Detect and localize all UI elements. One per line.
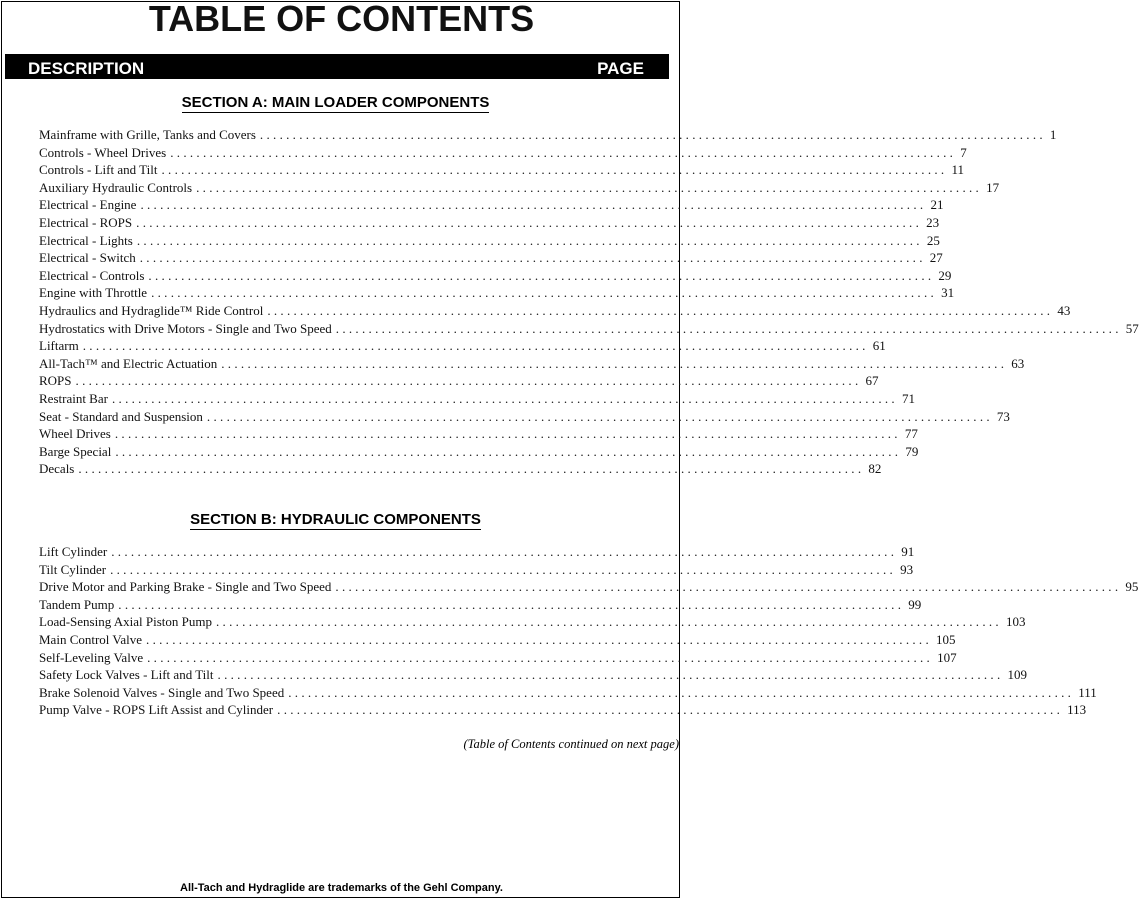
- toc-entry-page: 63: [1011, 355, 1025, 371]
- dot-leader: ........................................................................................................................: [114, 426, 901, 442]
- toc-entry-page: 105: [936, 631, 956, 647]
- toc-entry[interactable]: [39, 649, 957, 667]
- toc-entry-title: Seat - Standard and Suspension: [39, 408, 203, 424]
- toc-entry-title: Main Control Valve: [39, 631, 143, 647]
- toc-entry[interactable]: [39, 425, 918, 443]
- dot-leader: ........................................................................................................................: [82, 338, 869, 354]
- toc-entry-title: Electrical - ROPS: [39, 214, 133, 230]
- page-column-label: PAGE: [597, 59, 644, 78]
- toc-entry-page: 27: [929, 250, 943, 266]
- toc-entry[interactable]: [39, 284, 955, 302]
- toc-entry-title: Mainframe with Grille, Tanks and Covers: [39, 127, 256, 142]
- toc-entry-title: Tandem Pump: [39, 596, 115, 612]
- continued-note: (Table of Contents continued on next page): [463, 737, 679, 751]
- dot-leader: ........................................................................................................................: [111, 544, 898, 559]
- toc-entry-page: 11: [951, 162, 964, 178]
- toc-entry-title: Lift Cylinder: [39, 544, 108, 559]
- toc-entry[interactable]: [39, 443, 919, 461]
- dot-leader: ........................................................................................................................: [111, 390, 898, 406]
- toc-entry-title: Brake Solenoid Valves - Single and Two Speed: [39, 684, 285, 700]
- toc-entry-page: 99: [908, 596, 922, 612]
- section-b-heading-text: SECTION B: HYDRAULIC COMPONENTS: [190, 511, 481, 528]
- toc-entry[interactable]: [39, 460, 882, 478]
- toc-entry[interactable]: [39, 701, 1087, 719]
- toc-entry[interactable]: [39, 161, 964, 179]
- toc-entry-title: Barge Special: [39, 443, 112, 459]
- page-title: TABLE OF CONTENTS: [148, 0, 535, 39]
- toc-entry-title: Liftarm: [39, 338, 79, 354]
- toc-entry-page: 31: [941, 285, 955, 301]
- toc-entry[interactable]: [39, 337, 886, 355]
- section-a-list: [39, 126, 1139, 478]
- toc-entry-page: 77: [904, 426, 918, 442]
- toc-entry-page: 95: [1125, 579, 1139, 595]
- section-b-list: [39, 543, 1139, 719]
- dot-leader: ........................................................................................................................: [277, 702, 1064, 718]
- toc-entry[interactable]: [39, 144, 967, 162]
- toc-entry[interactable]: [39, 232, 940, 250]
- toc-entry[interactable]: [39, 302, 1071, 320]
- toc-entry-page: 57: [1125, 320, 1139, 336]
- toc-entry[interactable]: [39, 320, 1139, 338]
- toc-entry-title: Electrical - Lights: [39, 232, 133, 248]
- toc-entry-page: 29: [938, 267, 952, 283]
- toc-entry-page: 113: [1067, 702, 1087, 718]
- dot-leader: ........................................................................................................................: [136, 214, 923, 230]
- dot-leader: ........................................................................................................................: [110, 561, 897, 577]
- dot-leader: ........................................................................................................................: [136, 232, 923, 248]
- toc-entry[interactable]: [39, 126, 1057, 144]
- toc-entry-title: Controls - Lift and Tilt: [39, 162, 158, 178]
- dot-leader: ........................................................................................................................: [139, 250, 926, 266]
- toc-entry-page: 21: [930, 197, 944, 213]
- toc-entry-title: Decals: [39, 461, 75, 477]
- dot-leader: ........................................................................................................................: [118, 596, 905, 612]
- dot-leader: ........................................................................................................................: [151, 285, 938, 301]
- toc-entry[interactable]: [39, 179, 1000, 197]
- dot-leader: ........................................................................................................................: [196, 179, 983, 195]
- toc-entry-page: 23: [926, 214, 940, 230]
- toc-entry[interactable]: [39, 196, 944, 214]
- toc-entry-page: 67: [865, 373, 879, 389]
- toc-entry-page: 107: [937, 649, 957, 665]
- dot-leader: ........................................................................................................................: [78, 461, 865, 477]
- column-header-bar: [5, 54, 669, 79]
- toc-entry-title: Controls - Wheel Drives: [39, 144, 167, 160]
- toc-entry[interactable]: [39, 631, 956, 649]
- toc-entry-page: 7: [960, 144, 967, 160]
- toc-entry-page: 43: [1057, 302, 1071, 318]
- dot-leader: ........................................................................................................................: [146, 631, 933, 647]
- toc-entry-title: Restraint Bar: [39, 390, 108, 406]
- toc-entry[interactable]: [39, 613, 1026, 631]
- toc-entry-title: Load-Sensing Axial Piston Pump: [39, 614, 212, 630]
- toc-entry-title: Self-Leveling Valve: [39, 649, 144, 665]
- dot-leader: ........................................................................................................................: [206, 408, 993, 424]
- section-a-heading: [0, 94, 671, 111]
- toc-entry[interactable]: [39, 267, 952, 285]
- toc-entry[interactable]: [39, 578, 1139, 596]
- toc-entry[interactable]: [39, 666, 1028, 684]
- dot-leader: ........................................................................................................................: [221, 355, 1008, 371]
- trademark-footnote: All-Tach and Hydraglide are trademarks of the Gehl Company.: [180, 882, 503, 894]
- toc-entry[interactable]: [39, 684, 1097, 702]
- section-b-heading: [0, 511, 671, 528]
- toc-entry-page: 111: [1078, 684, 1097, 700]
- toc-entry[interactable]: [39, 214, 940, 232]
- toc-entry-page: 1: [1049, 127, 1057, 142]
- toc-entry-page: 25: [926, 232, 940, 248]
- toc-entry-page: 71: [901, 390, 915, 406]
- toc-entry-title: Wheel Drives: [39, 426, 111, 442]
- dot-leader: ........................................................................................................................: [217, 667, 1004, 683]
- toc-entry[interactable]: [39, 249, 943, 267]
- dot-leader: ........................................................................................................................: [75, 373, 862, 389]
- toc-entry-page: 73: [996, 408, 1010, 424]
- toc-entry-title: Pump Valve - ROPS Lift Assist and Cylinder: [39, 702, 274, 718]
- description-column-label: DESCRIPTION: [28, 59, 145, 78]
- toc-entry-title: Electrical - Controls: [39, 267, 145, 283]
- dot-leader: ........................................................................................................................: [267, 302, 1054, 318]
- dot-leader: ........................................................................................................................: [335, 320, 1122, 336]
- dot-leader: ........................................................................................................................: [140, 197, 927, 213]
- toc-entry-page: 93: [900, 561, 914, 577]
- toc-entry-page: 103: [1005, 614, 1026, 630]
- toc-entry-page: 17: [986, 179, 1000, 195]
- dot-leader: ........................................................................................................................: [147, 649, 934, 665]
- toc-entry-page: 82: [868, 461, 882, 477]
- dot-leader: ........................................................................................................................: [335, 579, 1122, 595]
- toc-entry-title: Electrical - Engine: [39, 197, 137, 213]
- toc-entry-title: All-Tach™ and Electric Actuation: [39, 355, 218, 371]
- dot-leader: ........................................................................................................................: [215, 614, 1002, 630]
- toc-entry-page: 61: [872, 338, 886, 354]
- toc-entry-title: Drive Motor and Parking Brake - Single and Two Speed: [39, 579, 332, 595]
- toc-entry[interactable]: [39, 543, 915, 561]
- dot-leader: ........................................................................................................................: [259, 127, 1046, 142]
- toc-entry[interactable]: [39, 390, 915, 408]
- toc-entry-title: Hydraulics and Hydraglide™ Ride Control: [39, 302, 264, 318]
- toc-entry[interactable]: [39, 372, 879, 390]
- dot-leader: ........................................................................................................................: [288, 684, 1075, 700]
- toc-entry-title: Tilt Cylinder: [39, 561, 107, 577]
- dot-leader: ........................................................................................................................: [161, 162, 948, 178]
- toc-entry-title: Hydrostatics with Drive Motors - Single and Two Speed: [39, 320, 332, 336]
- toc-entry-page: 79: [905, 443, 919, 459]
- toc-entry-title: Safety Lock Valves - Lift and Tilt: [39, 667, 214, 683]
- toc-entry-title: Engine with Throttle: [39, 285, 148, 301]
- toc-entry-title: Electrical - Switch: [39, 250, 136, 266]
- toc-entry-page: 109: [1007, 667, 1028, 683]
- toc-entry[interactable]: [39, 561, 914, 579]
- toc-entry-title: ROPS: [39, 373, 72, 389]
- toc-entry[interactable]: [39, 408, 1010, 426]
- dot-leader: ........................................................................................................................: [148, 267, 935, 283]
- section-a-heading-text: SECTION A: MAIN LOADER COMPONENTS: [181, 94, 490, 111]
- toc-entry[interactable]: [39, 596, 922, 614]
- toc-entry-page: 91: [901, 544, 915, 559]
- dot-leader: ........................................................................................................................: [115, 443, 902, 459]
- toc-entry-title: Auxiliary Hydraulic Controls: [39, 179, 193, 195]
- dot-leader: ........................................................................................................................: [170, 144, 957, 160]
- toc-entry[interactable]: [39, 355, 1025, 373]
